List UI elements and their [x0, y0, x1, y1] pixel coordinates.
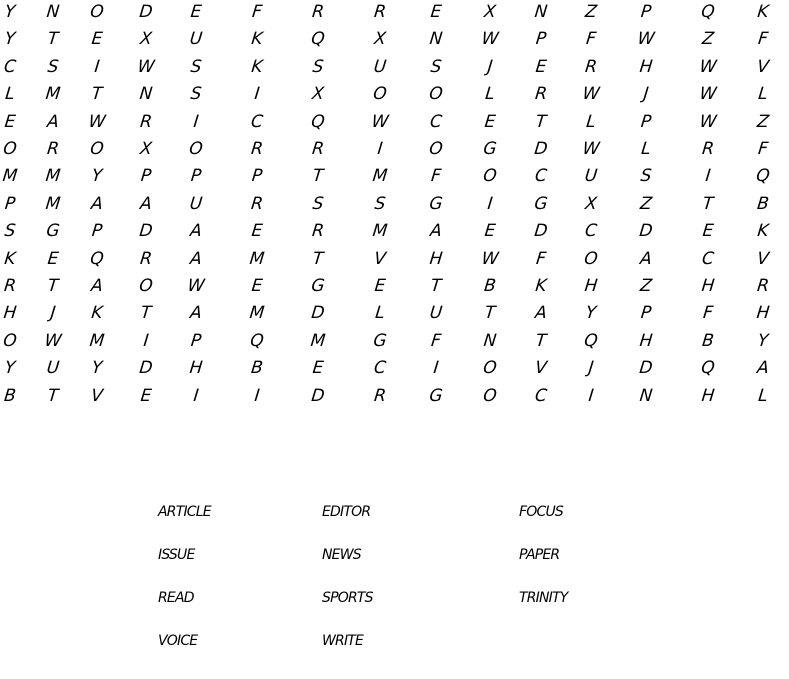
grid-cell[interactable]: S	[189, 84, 203, 105]
grid-cell[interactable]: K	[756, 221, 770, 242]
grid-cell[interactable]: R	[46, 139, 60, 159]
grid-cell[interactable]: P	[639, 111, 653, 132]
grid-cell[interactable]: F	[757, 139, 769, 159]
grid-cell[interactable]: P	[639, 303, 653, 324]
grid-cell[interactable]: D	[310, 385, 326, 406]
grid-cell[interactable]: U	[45, 358, 61, 379]
grid-cell[interactable]: H	[700, 385, 716, 406]
grid-cell[interactable]: R	[701, 139, 715, 159]
grid-cell[interactable]: H	[755, 303, 771, 324]
grid-cell[interactable]: M	[248, 303, 266, 324]
grid-cell[interactable]: E	[46, 248, 60, 269]
grid-cell[interactable]: X	[373, 29, 387, 50]
grid-cell[interactable]: R	[373, 2, 387, 22]
word-list-item: SPORTS	[322, 590, 373, 606]
grid-cell[interactable]: F	[585, 29, 597, 50]
grid-cell[interactable]: X	[584, 193, 598, 214]
grid-cell[interactable]: J	[642, 84, 650, 105]
grid-cell[interactable]: L	[4, 84, 16, 105]
grid-cell[interactable]: P	[639, 2, 653, 22]
grid-cell[interactable]: O	[482, 385, 498, 406]
grid-cell[interactable]: S	[311, 193, 325, 214]
grid-cell[interactable]: R	[311, 221, 325, 242]
grid-cell[interactable]: I	[192, 385, 200, 406]
grid-cell[interactable]: P	[139, 166, 153, 187]
grid-cell[interactable]: Z	[756, 111, 770, 132]
grid-cell[interactable]: E	[250, 276, 264, 296]
grid-cell[interactable]: E	[3, 111, 17, 132]
grid-cell[interactable]: Y	[3, 29, 17, 50]
grid-cell[interactable]: G	[482, 139, 498, 159]
grid-cell[interactable]: E	[139, 385, 153, 406]
grid-cell[interactable]: I	[376, 139, 384, 159]
grid-cell[interactable]: Z	[584, 2, 598, 22]
grid-cell[interactable]: V	[756, 56, 770, 77]
grid-cell[interactable]: K	[90, 303, 104, 324]
grid-cell[interactable]: C	[534, 385, 548, 406]
grid-cell[interactable]: K	[250, 56, 264, 77]
grid-cell[interactable]: M	[44, 84, 62, 105]
grid-cell[interactable]: V	[373, 248, 387, 269]
grid-cell[interactable]: G	[533, 193, 549, 214]
grid-cell[interactable]: N	[533, 2, 549, 22]
grid-cell[interactable]: C	[250, 111, 264, 132]
grid-cell[interactable]: K	[534, 276, 548, 296]
grid-cell[interactable]: L	[484, 84, 496, 105]
grid-cell[interactable]: E	[189, 2, 203, 22]
grid-cell[interactable]: D	[138, 358, 154, 379]
grid-cell[interactable]: M	[88, 330, 106, 351]
grid-cell[interactable]: R	[311, 139, 325, 159]
grid-cell[interactable]: I	[253, 84, 261, 105]
grid-cell[interactable]: Y	[3, 358, 17, 379]
grid-cell[interactable]: B	[3, 385, 17, 406]
grid-cell[interactable]: Y	[90, 358, 104, 379]
word-list-item: PAPER	[519, 547, 560, 563]
grid-cell[interactable]: I	[192, 111, 200, 132]
grid-cell[interactable]: C	[373, 358, 387, 379]
grid-cell[interactable]: Q	[310, 29, 326, 50]
grid-cell[interactable]: A	[639, 248, 653, 269]
grid-cell[interactable]: C	[584, 221, 598, 242]
grid-cell[interactable]: B	[250, 358, 264, 379]
word-list-item: READ	[158, 590, 194, 606]
grid-cell[interactable]: E	[429, 2, 443, 22]
grid-cell[interactable]: L	[585, 111, 597, 132]
grid-cell[interactable]: V	[756, 248, 770, 269]
grid-cell[interactable]: Z	[639, 193, 653, 214]
grid-cell[interactable]: C	[534, 166, 548, 187]
grid-cell[interactable]: Z	[639, 276, 653, 296]
grid-cell[interactable]: H	[188, 358, 204, 379]
grid-cell[interactable]: O	[89, 139, 105, 159]
grid-cell[interactable]: W	[698, 84, 718, 105]
grid-cell[interactable]: O	[138, 276, 154, 296]
grid-cell[interactable]: M	[1, 166, 19, 187]
grid-cell[interactable]: X	[139, 139, 153, 159]
word-list-item: WRITE	[322, 633, 364, 649]
grid-cell[interactable]: E	[250, 221, 264, 242]
grid-cell[interactable]: P	[189, 330, 203, 351]
grid-cell[interactable]: I	[704, 166, 712, 187]
grid-cell[interactable]: D	[638, 358, 654, 379]
grid-cell[interactable]: U	[188, 193, 204, 214]
word-list-item: NEWS	[322, 547, 361, 563]
grid-cell[interactable]: I	[253, 385, 261, 406]
grid-cell[interactable]: K	[250, 29, 264, 50]
grid-cell[interactable]: H	[583, 276, 599, 296]
grid-cell[interactable]: M	[371, 166, 389, 187]
grid-cell[interactable]: T	[46, 276, 60, 296]
grid-cell[interactable]: X	[139, 29, 153, 50]
grid-cell[interactable]: G	[45, 221, 61, 242]
grid-cell[interactable]: X	[483, 2, 497, 22]
grid-cell[interactable]: P	[3, 193, 17, 214]
grid-cell[interactable]: W	[698, 111, 718, 132]
grid-cell[interactable]: T	[311, 248, 325, 269]
grid-cell[interactable]: O	[482, 166, 498, 187]
word-list-item: EDITOR	[322, 504, 371, 520]
grid-cell[interactable]: X	[311, 84, 325, 105]
grid-cell[interactable]: O	[188, 139, 204, 159]
grid-cell[interactable]: A	[534, 303, 548, 324]
grid-cell[interactable]: W	[43, 330, 63, 351]
word-list-item: ISSUE	[158, 547, 195, 563]
grid-cell[interactable]: G	[428, 193, 444, 214]
grid-cell[interactable]: D	[533, 221, 549, 242]
grid-cell[interactable]: F	[535, 248, 547, 269]
grid-cell[interactable]: P	[189, 166, 203, 187]
grid-cell[interactable]: A	[429, 221, 443, 242]
grid-cell[interactable]: R	[3, 276, 17, 296]
grid-cell[interactable]: V	[534, 358, 548, 379]
grid-cell[interactable]: M	[309, 330, 327, 351]
grid-cell[interactable]: K	[3, 248, 17, 269]
grid-cell[interactable]: R	[373, 385, 387, 406]
grid-cell[interactable]: T	[46, 385, 60, 406]
grid-cell[interactable]: O	[2, 139, 18, 159]
grid-cell[interactable]: R	[139, 111, 153, 132]
grid-cell[interactable]: A	[90, 193, 104, 214]
grid-cell[interactable]: Y	[584, 303, 598, 324]
grid-cell[interactable]: J	[587, 358, 595, 379]
grid-cell[interactable]: R	[756, 276, 770, 296]
grid-cell[interactable]: Q	[249, 330, 265, 351]
grid-cell[interactable]: F	[430, 166, 442, 187]
grid-cell[interactable]: N	[428, 29, 444, 50]
grid-cell[interactable]: N	[638, 385, 654, 406]
grid-cell[interactable]: P	[250, 166, 264, 187]
grid-cell[interactable]: I	[142, 330, 150, 351]
grid-cell[interactable]: W	[581, 84, 601, 105]
grid-cell[interactable]: T	[90, 84, 104, 105]
grid-cell[interactable]: N	[482, 330, 498, 351]
grid-cell[interactable]: C	[3, 56, 17, 77]
grid-cell[interactable]: A	[756, 358, 770, 379]
grid-cell[interactable]: W	[480, 29, 500, 50]
grid-cell[interactable]: E	[701, 221, 715, 242]
grid-cell[interactable]: M	[44, 193, 62, 214]
grid-cell[interactable]: E	[311, 358, 325, 379]
grid-cell[interactable]: A	[189, 221, 203, 242]
grid-cell[interactable]: O	[372, 84, 388, 105]
grid-cell[interactable]: Y	[3, 2, 17, 22]
grid-cell[interactable]: D	[138, 221, 154, 242]
grid-cell[interactable]: Q	[583, 330, 599, 351]
grid-cell[interactable]: M	[248, 248, 266, 269]
grid-cell[interactable]: W	[136, 56, 156, 77]
grid-cell[interactable]: T	[483, 303, 497, 324]
grid-cell[interactable]: U	[583, 166, 599, 187]
grid-cell[interactable]: E	[90, 29, 104, 50]
grid-cell[interactable]: R	[311, 2, 325, 22]
grid-cell[interactable]: L	[757, 385, 769, 406]
grid-cell[interactable]: S	[3, 221, 17, 242]
grid-cell[interactable]: Y	[756, 330, 770, 351]
grid-cell[interactable]: S	[639, 166, 653, 187]
grid-cell[interactable]: U	[428, 303, 444, 324]
grid-cell[interactable]: W	[370, 111, 390, 132]
grid-cell[interactable]: P	[534, 29, 548, 50]
grid-cell[interactable]: L	[374, 303, 386, 324]
grid-cell[interactable]: M	[371, 221, 389, 242]
grid-cell[interactable]: T	[534, 330, 548, 351]
grid-cell[interactable]: F	[430, 330, 442, 351]
grid-cell[interactable]: R	[534, 84, 548, 105]
grid-cell[interactable]: R	[250, 139, 264, 159]
grid-cell[interactable]: Z	[701, 29, 715, 50]
grid-cell[interactable]: J	[49, 303, 57, 324]
grid-cell[interactable]: J	[486, 56, 494, 77]
grid-cell[interactable]: E	[534, 56, 548, 77]
grid-cell[interactable]: T	[534, 111, 548, 132]
grid-cell[interactable]: O	[428, 139, 444, 159]
grid-cell[interactable]: H	[428, 248, 444, 269]
grid-cell[interactable]: H	[700, 276, 716, 296]
grid-cell[interactable]: O	[428, 84, 444, 105]
grid-cell[interactable]: U	[188, 29, 204, 50]
grid-cell[interactable]: I	[93, 56, 101, 77]
grid-cell[interactable]: A	[46, 111, 60, 132]
grid-cell[interactable]: W	[186, 276, 206, 296]
grid-cell[interactable]: R	[250, 193, 264, 214]
word-list-item: FOCUS	[519, 504, 563, 520]
grid-cell[interactable]: S	[311, 56, 325, 77]
grid-cell[interactable]: N	[138, 84, 154, 105]
grid-cell[interactable]: L	[757, 84, 769, 105]
grid-cell[interactable]: W	[698, 56, 718, 77]
grid-cell[interactable]: G	[310, 276, 326, 296]
grid-cell[interactable]: R	[584, 56, 598, 77]
grid-cell[interactable]: Q	[700, 358, 716, 379]
grid-cell[interactable]: H	[638, 330, 654, 351]
grid-cell[interactable]: Y	[90, 166, 104, 187]
grid-cell[interactable]: R	[139, 248, 153, 269]
grid-cell[interactable]: I	[432, 358, 440, 379]
grid-cell[interactable]: T	[701, 193, 715, 214]
grid-cell[interactable]: Q	[755, 166, 771, 187]
grid-cell[interactable]: V	[90, 385, 104, 406]
grid-cell[interactable]: W	[480, 248, 500, 269]
grid-cell[interactable]: B	[701, 330, 715, 351]
grid-cell[interactable]: Q	[89, 248, 105, 269]
grid-cell[interactable]: Q	[700, 2, 716, 22]
grid-cell[interactable]: W	[87, 111, 107, 132]
grid-cell[interactable]: T	[311, 166, 325, 187]
grid-cell[interactable]: O	[482, 358, 498, 379]
grid-cell[interactable]: W	[581, 139, 601, 159]
grid-cell[interactable]: C	[429, 111, 443, 132]
grid-cell[interactable]: O	[89, 2, 105, 22]
grid-cell[interactable]: F	[702, 303, 714, 324]
grid-cell[interactable]: S	[429, 56, 443, 77]
grid-cell[interactable]: B	[483, 276, 497, 296]
grid-cell[interactable]: S	[189, 56, 203, 77]
grid-cell[interactable]: D	[638, 221, 654, 242]
grid-cell[interactable]: A	[189, 303, 203, 324]
grid-cell[interactable]: Q	[310, 111, 326, 132]
word-list-item: ARTICLE	[158, 504, 211, 520]
grid-cell[interactable]: B	[756, 193, 770, 214]
grid-cell[interactable]: E	[373, 276, 387, 296]
grid-cell[interactable]: F	[251, 2, 263, 22]
grid-cell[interactable]: M	[44, 166, 62, 187]
grid-cell[interactable]: D	[310, 303, 326, 324]
grid-cell[interactable]: L	[640, 139, 652, 159]
grid-cell[interactable]: O	[2, 330, 18, 351]
word-list-item: TRINITY	[519, 590, 568, 606]
grid-cell[interactable]: S	[46, 56, 60, 77]
grid-cell[interactable]: K	[756, 2, 770, 22]
grid-cell[interactable]: D	[533, 139, 549, 159]
grid-cell[interactable]: O	[583, 248, 599, 269]
grid-cell[interactable]: E	[483, 111, 497, 132]
grid-cell[interactable]: A	[90, 276, 104, 296]
grid-cell[interactable]: S	[373, 193, 387, 214]
grid-cell[interactable]: N	[45, 2, 61, 22]
grid-cell[interactable]: A	[189, 248, 203, 269]
grid-cell[interactable]: G	[428, 385, 444, 406]
grid-cell[interactable]: H	[638, 56, 654, 77]
grid-cell[interactable]: A	[139, 193, 153, 214]
grid-cell[interactable]: T	[139, 303, 153, 324]
grid-cell[interactable]: E	[483, 221, 497, 242]
grid-cell[interactable]: T	[429, 276, 443, 296]
grid-cell[interactable]: D	[138, 2, 154, 22]
grid-cell[interactable]: T	[46, 29, 60, 50]
grid-cell[interactable]: F	[757, 29, 769, 50]
grid-cell[interactable]: H	[2, 303, 18, 324]
grid-cell[interactable]: C	[701, 248, 715, 269]
grid-cell[interactable]: I	[587, 385, 595, 406]
grid-cell[interactable]: W	[636, 29, 656, 50]
grid-cell[interactable]: P	[90, 221, 104, 242]
grid-cell[interactable]: G	[372, 330, 388, 351]
grid-cell[interactable]: U	[372, 56, 388, 77]
grid-cell[interactable]: I	[486, 193, 494, 214]
word-list-item: VOICE	[158, 633, 198, 649]
